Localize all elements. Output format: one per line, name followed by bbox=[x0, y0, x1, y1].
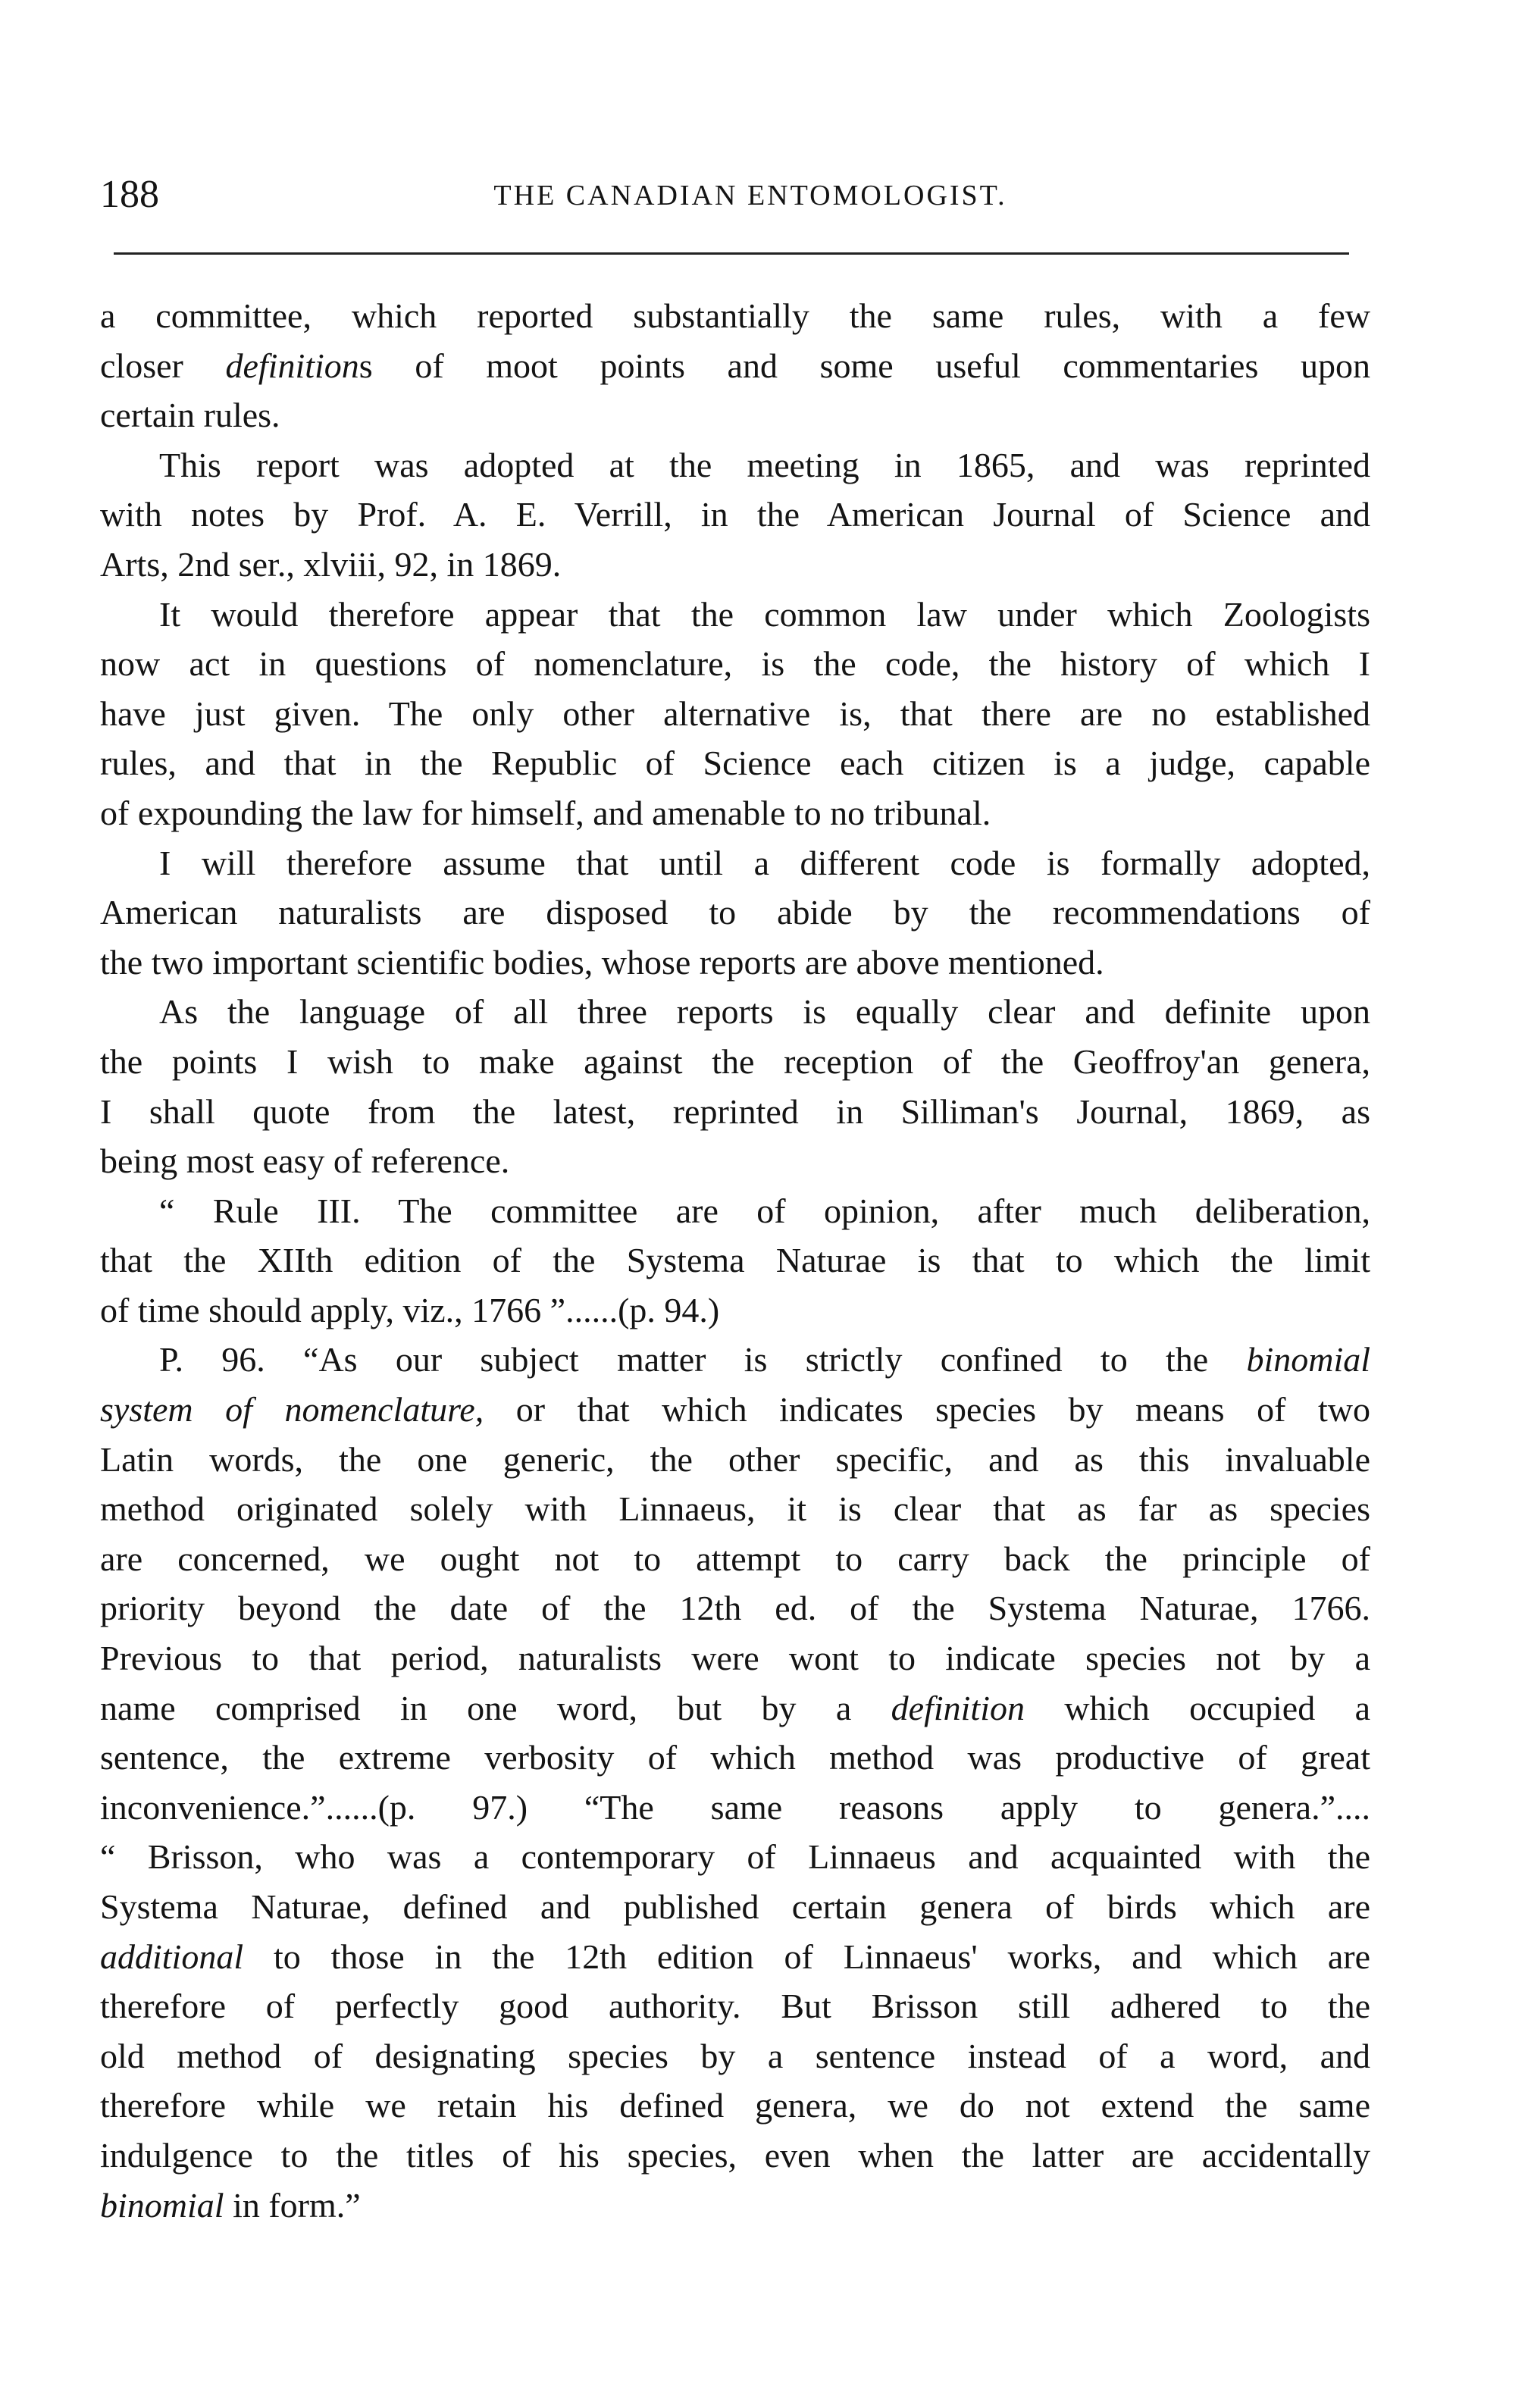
text-line: binomial in form.” bbox=[100, 2185, 361, 2225]
text-line: therefore of perfectly good authority. But Brisson still adhered to the bbox=[100, 1987, 1370, 2026]
text-line: priority beyond the date of the 12th ed. of the Systema Naturae, 1766. bbox=[100, 1589, 1370, 1628]
body-text bbox=[100, 291, 1370, 2230]
text-line: P. 96. “As our subject matter is strictly confined to the binomial bbox=[159, 1340, 1370, 1379]
text-line: Previous to that period, naturalists were wont to indicate species not by a bbox=[100, 1639, 1370, 1678]
text-line: method originated solely with Linnaeus, it is clear that as far as species bbox=[100, 1489, 1370, 1529]
text-line: Latin words, the one generic, the other specific, and as this invaluable bbox=[100, 1439, 1370, 1479]
page-number: 188 bbox=[100, 173, 159, 216]
running-title: THE CANADIAN ENTOMOLOGIST. bbox=[493, 180, 1007, 211]
text-line: the two important scientific bodies, whose reports are above mentioned. bbox=[100, 942, 1104, 982]
text-line: have just given. The only other alternative is, that there are no established bbox=[100, 694, 1370, 733]
header-rule bbox=[114, 252, 1349, 255]
text-line: of expounding the law for himself, and amenable to no tribunal. bbox=[100, 793, 991, 832]
text-line: certain rules. bbox=[100, 396, 280, 435]
text-line: inconvenience.”......(p. 97.) “The same reasons apply to genera.”.... bbox=[100, 1787, 1370, 1827]
running-head bbox=[100, 168, 1370, 221]
text-line: being most easy of reference. bbox=[100, 1141, 510, 1181]
text-line: system of nomenclature, or that which indicates species by means of two bbox=[100, 1390, 1370, 1429]
text-line: As the language of all three reports is equally clear and definite upon bbox=[159, 992, 1370, 1032]
text-line: with notes by Prof. A. E. Verrill, in the American Journal of Science and bbox=[100, 495, 1370, 534]
text-line: now act in questions of nomenclature, is the code, the history of which I bbox=[100, 644, 1370, 684]
text-line: sentence, the extreme verbosity of which method was productive of great bbox=[100, 1738, 1370, 1777]
text-line: rules, and that in the Republic of Science each citizen is a judge, capable bbox=[100, 744, 1370, 783]
text-line: It would therefore appear that the common law under which Zoologists bbox=[159, 594, 1370, 634]
text-line: that the XIIth edition of the Systema Naturae is that to which the limit bbox=[100, 1241, 1370, 1280]
text-line: are concerned, we ought not to attempt to carry back the principle of bbox=[100, 1539, 1370, 1578]
text-line: “ Brisson, who was a contemporary of Linnaeus and acquainted with the bbox=[100, 1837, 1370, 1877]
italic-phrase: definition bbox=[891, 1688, 1025, 1727]
italic-phrase: binomial bbox=[1246, 1340, 1370, 1379]
text-line: Systema Naturae, defined and published certain genera of birds which are bbox=[100, 1887, 1370, 1926]
italic-phrase: definition bbox=[225, 346, 359, 385]
text-line: This report was adopted at the meeting in 1865, and was reprinted bbox=[159, 445, 1370, 484]
document-page bbox=[100, 0, 1370, 2408]
text-line: I shall quote from the latest, reprinted in Silliman's Journal, 1869, as bbox=[100, 1091, 1370, 1131]
text-line: of time should apply, viz., 1766 ”......(p. 94.) bbox=[100, 1290, 720, 1329]
text-line: closer definitions of moot points and some useful commentaries upon bbox=[100, 346, 1370, 385]
text-line: additional to those in the 12th edition of Linnaeus' works, and which are bbox=[100, 1937, 1370, 1976]
text-line: a committee, which reported substantially the same rules, with a few bbox=[100, 296, 1370, 335]
text-line: American naturalists are disposed to abide by the recommendations of bbox=[100, 893, 1370, 932]
text-line: “ Rule III. The committee are of opinion, after much deliberation, bbox=[159, 1191, 1370, 1230]
text-line: Arts, 2nd ser., xlviii, 92, in 1869. bbox=[100, 544, 562, 584]
text-line: therefore while we retain his defined genera, we do not extend the same bbox=[100, 2086, 1370, 2125]
italic-phrase: binomial bbox=[100, 2185, 224, 2225]
italic-phrase: system of nomenclature, bbox=[100, 1390, 484, 1429]
italic-phrase: additional bbox=[100, 1937, 244, 1976]
text-line: name comprised in one word, but by a definition which occupied a bbox=[100, 1688, 1370, 1727]
text-line: indulgence to the titles of his species, even when the latter are accidentally bbox=[100, 2135, 1370, 2175]
text-line: I will therefore assume that until a different code is formally adopted, bbox=[159, 843, 1370, 882]
text-line: the points I wish to make against the reception of the Geoffroy'an genera, bbox=[100, 1041, 1370, 1081]
text-line: old method of designating species by a sentence instead of a word, and bbox=[100, 2036, 1370, 2075]
